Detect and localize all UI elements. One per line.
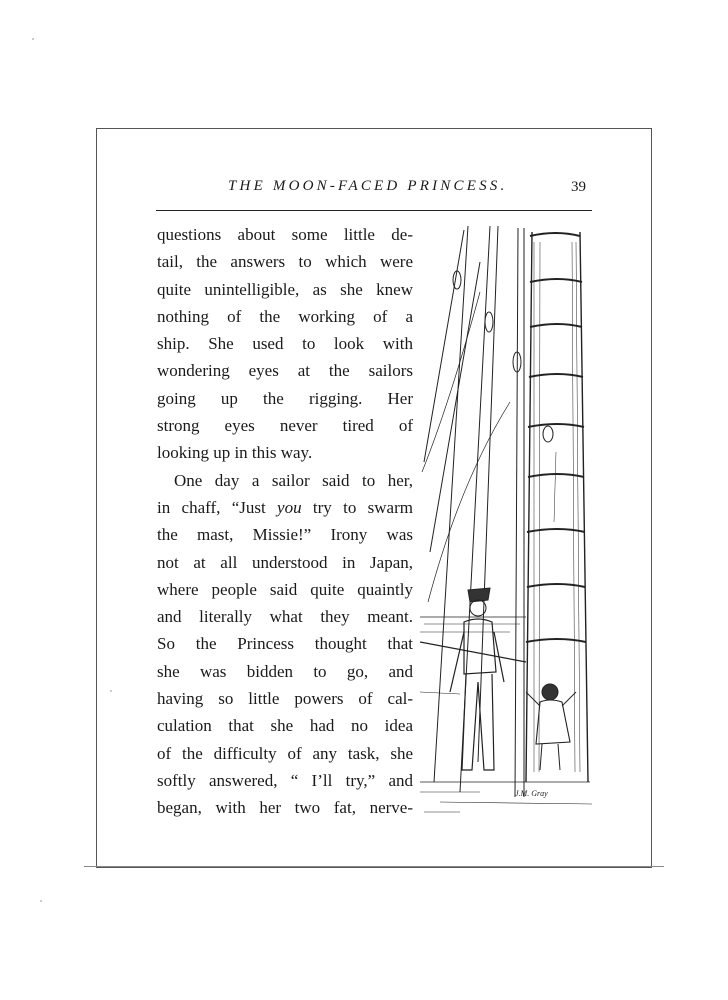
text-segment: try to swarm [301,497,413,517]
emphasized-word: you [277,497,302,517]
text-line: culation that she had no idea [157,716,413,736]
text-line: looking up in this way. [157,443,313,463]
page-number: 39 [571,179,586,195]
text-line: and literally what they meant. [157,607,413,627]
mast-illustration [420,222,592,818]
paper-speck [32,38,34,40]
text-line: So the Princess thought that [157,634,413,654]
text-line: strong eyes never tired of [157,416,413,436]
text-segment: in chaff, “Just [157,497,278,517]
text-line [157,494,413,521]
text-line: began, with her two fat, nerve- [157,798,413,818]
text-line: going up the rigging. Her [157,388,413,408]
body-text [157,221,413,822]
text-line: the mast, Missie!” Irony was [157,525,413,545]
text-line: having so little powers of cal- [157,689,413,709]
text-line: quite unintelligible, as she knew [157,279,413,299]
plate-bottom-rule [84,866,664,867]
paper-speck [40,900,42,902]
text-line: where people said quite quaintly [157,579,413,599]
text-line: nothing of the working of a [157,306,413,326]
text-line: tail, the answers to which were [157,252,413,272]
text-line: of the difficulty of any task, she [157,743,413,763]
text-line: questions about some little de- [157,225,413,244]
header-rule [156,210,592,211]
running-title: THE MOON-FACED PRINCESS. [228,178,508,194]
engraving-svg [420,222,592,818]
paragraph-first-line: One day a sailor said to her, [174,470,413,490]
illustrator-signature: J.M. Gray [515,789,548,798]
page-header [156,178,592,206]
text-line: not at all understood in Japan, [157,552,413,572]
text-line: she was bidden to go, and [157,661,413,681]
text-line: wondering eyes at the sailors [157,361,413,381]
text-line: softly answered, “ I’ll try,” and [157,770,413,790]
paper-speck [110,690,112,692]
text-line: ship. She used to look with [157,334,413,354]
